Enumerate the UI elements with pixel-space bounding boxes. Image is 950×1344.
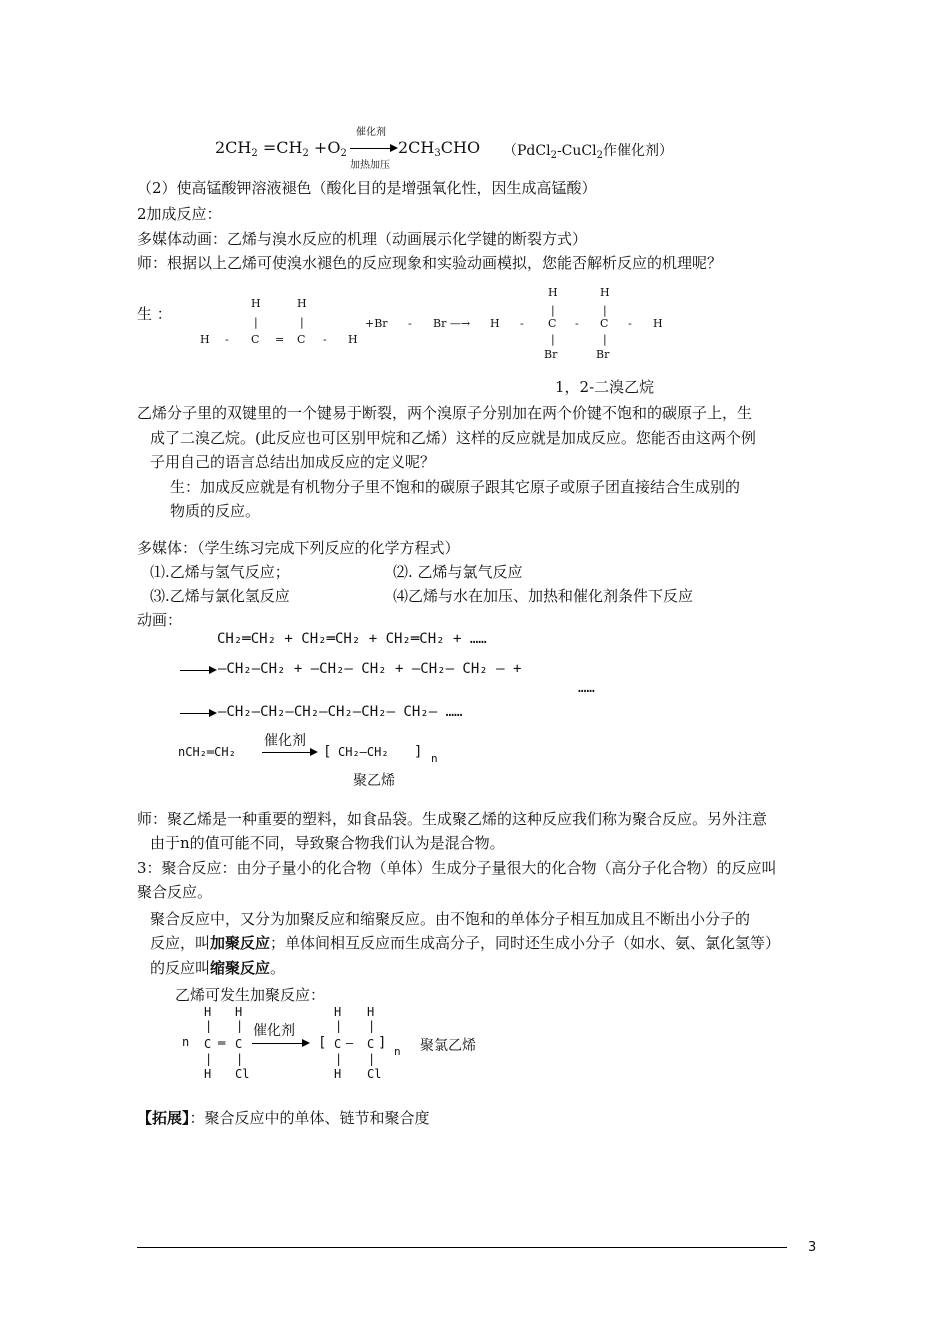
exercise-item: ⑶.乙烯与氯化氢反应 — [150, 587, 290, 605]
paragraph-line: 子用自己的语言总结出加成反应的定义呢？ — [150, 453, 436, 471]
extension-heading: 【拓展】：聚合反应中的单体、链节和聚合度 — [137, 1109, 430, 1127]
animation-row-2-cont: …… — [578, 680, 595, 696]
page-number: 3 — [808, 1240, 817, 1255]
exercise-item: ⑷乙烯与水在加压、加热和催化剂条件下反应 — [393, 587, 694, 605]
polyethylene-n: n — [431, 752, 438, 765]
animation-arrow — [180, 670, 210, 671]
animation-arrowhead — [209, 666, 217, 674]
pvc-equation: n H H | | C ═ C | | H Cl 催化剂 [ H H | | C — C ] | | H Cl n 聚氯乙烯 — [182, 1005, 476, 1081]
animation-arrow — [180, 713, 210, 714]
student-label: 生 ： — [137, 305, 172, 323]
polyethylene-bracket-right: ] — [414, 744, 423, 760]
exercise-item: ⑴.乙烯与氢气反应； — [150, 563, 290, 581]
equation-product: $2CH_3CHO$ — [398, 138, 481, 159]
paragraph-line: 师：聚乙烯是一种重要的塑料，如食品袋。生成聚乙烯的这种反应我们称为聚合反应。另外注意 — [137, 810, 768, 828]
paragraph-line: 聚合反应中，又分为加聚反应和缩聚反应。由不饱和的单体分子相互加成且不断出小分子的 — [150, 910, 751, 928]
text-line: 多媒体动画：乙烯与溴水反应的机理（动画展示化学键的断裂方式） — [137, 230, 588, 248]
polyethylene-monomer: nCH₂═CH₂ — [178, 745, 236, 759]
exercise-heading: 多媒体：（学生练习完成下列反应的化学方程式） — [137, 539, 460, 557]
paragraph-line: 生：加成反应就是有机物分子里不饱和的碳原子跟其它原子或原子团直接结合生成别的 — [170, 478, 741, 496]
animation-arrowhead — [209, 709, 217, 717]
paragraph-line: 乙烯可发生加聚反应： — [175, 986, 326, 1004]
paragraph-line: 乙烯分子里的双键里的一个键易于断裂，两个溴原子分别加在两个价键不饱和的碳原子上，生 — [137, 404, 753, 422]
product-name: 1，2-二溴乙烷 — [555, 378, 655, 396]
paragraph-line: 物质的反应。 — [170, 502, 261, 520]
paragraph-line: 反应，叫加聚反应；单体间相互反应而生成高分子，同时还生成小分子（如水、氨、氯化氢等） — [150, 934, 781, 952]
animation-row-1: CH₂═CH₂ + CH₂═CH₂ + CH₂═CH₂ + …… — [217, 631, 487, 647]
catalyst-note: （PdCl$_2$-CuCl$_2$作催化剂） — [503, 143, 673, 161]
animation-row-3: —CH₂—CH₂—CH₂—CH₂—CH₂— CH₂— …… — [218, 704, 463, 720]
polyethylene-arrowhead — [310, 748, 318, 756]
text-line: （2）使高锰酸钾溶液褪色（酸化目的是增强氧化性，因生成高锰酸） — [137, 179, 597, 197]
condition-label: 加热加压 — [350, 160, 390, 171]
polyethylene-bracket-left: [ — [323, 744, 332, 760]
equation-ethylene-oxidation: $2CH_2 =CH_2 +O_2$ — [215, 138, 347, 159]
polyethylene-unit: CH₂—CH₂ — [338, 745, 389, 759]
catalyst-label: 催化剂 — [356, 127, 386, 138]
reaction-arrowhead — [390, 144, 398, 152]
paragraph-line: 成了二溴乙烷。(此反应也可区别甲烷和乙烯）这样的反应就是加成反应。您能否由这两个例 — [150, 429, 756, 447]
paragraph-line: 3：聚合反应：由分子量小的化合物（单体）生成分子量很大的化合物（高分子化合物）的反应叫 — [137, 859, 777, 877]
paragraph-line: 由于n的值可能不同，导致聚合物我们认为是混合物。 — [150, 834, 505, 852]
animation-label: 动画： — [137, 611, 183, 629]
polyethylene-catalyst: 催化剂 — [264, 733, 306, 749]
paragraph-line: 聚合反应。 — [137, 883, 213, 901]
footer-rule — [137, 1247, 787, 1248]
mechanism-structure: H H | | H - C = C - H +Br - Br —→ — [200, 297, 471, 346]
animation-row-2: —CH₂—CH₂ + —CH₂— CH₂ + —CH₂— CH₂ — + — [218, 661, 522, 677]
polyethylene-name: 聚乙烯 — [353, 773, 395, 789]
reaction-arrow — [350, 148, 392, 149]
dibromoethane-structure: H H | | H - C - C - H | | Br Br — [490, 286, 663, 361]
section-heading: 2加成反应： — [137, 205, 222, 223]
text-line: 师：根据以上乙烯可使溴水褪色的反应现象和实验动画模拟，您能否解析反应的机理呢？ — [137, 254, 723, 272]
exercise-item: ⑵. 乙烯与氯气反应 — [393, 563, 523, 581]
polyethylene-arrow — [262, 752, 312, 753]
paragraph-line: 的反应叫缩聚反应。 — [150, 959, 286, 977]
